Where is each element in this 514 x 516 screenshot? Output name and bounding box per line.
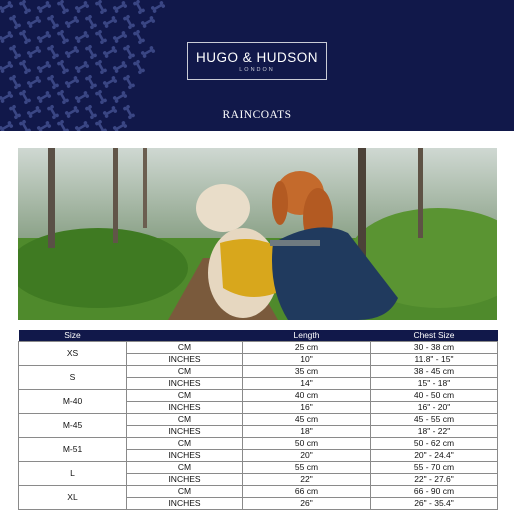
chest-inches: 15" - 18" xyxy=(371,378,498,390)
header-unit xyxy=(127,330,243,342)
size-chart-table xyxy=(18,330,498,510)
chest-cm: 30 - 38 cm xyxy=(371,342,498,354)
length-inches: 22" xyxy=(243,474,371,486)
unit-inches: INCHES xyxy=(127,426,243,438)
chest-cm: 50 - 62 cm xyxy=(371,438,498,450)
chest-cm: 66 - 90 cm xyxy=(371,486,498,498)
table-row xyxy=(19,486,498,498)
chest-cm: 55 - 70 cm xyxy=(371,462,498,474)
unit-cm: CM xyxy=(127,390,243,402)
unit-inches: INCHES xyxy=(127,354,243,366)
unit-cm: CM xyxy=(127,462,243,474)
size-label: M-45 xyxy=(19,414,127,438)
brand-logo[interactable] xyxy=(187,42,327,80)
unit-inches: INCHES xyxy=(127,402,243,414)
brand-location: LONDON xyxy=(239,67,275,73)
chest-inches: 26" - 35.4" xyxy=(371,498,498,510)
unit-cm: CM xyxy=(127,342,243,354)
table-row xyxy=(19,462,498,474)
chest-cm: 38 - 45 cm xyxy=(371,366,498,378)
unit-inches: INCHES xyxy=(127,474,243,486)
table-row xyxy=(19,414,498,426)
table-row xyxy=(19,342,498,354)
unit-inches: INCHES xyxy=(127,498,243,510)
length-inches: 26" xyxy=(243,498,371,510)
length-cm: 40 cm xyxy=(243,390,371,402)
length-cm: 45 cm xyxy=(243,414,371,426)
size-label: L xyxy=(19,462,127,486)
size-label: XS xyxy=(19,342,127,366)
length-cm: 35 cm xyxy=(243,366,371,378)
length-inches: 16" xyxy=(243,402,371,414)
length-cm: 50 cm xyxy=(243,438,371,450)
length-cm: 25 cm xyxy=(243,342,371,354)
chest-inches: 16" - 20" xyxy=(371,402,498,414)
size-label: S xyxy=(19,366,127,390)
header-size: Size xyxy=(19,330,127,342)
length-cm: 55 cm xyxy=(243,462,371,474)
chest-inches: 18" - 22" xyxy=(371,426,498,438)
header-chest-size: Chest Size xyxy=(371,330,498,342)
length-cm: 66 cm xyxy=(243,486,371,498)
page-title: RAINCOATS xyxy=(222,109,292,121)
length-inches: 10" xyxy=(243,354,371,366)
dogs-photo xyxy=(18,148,497,320)
length-inches: 20" xyxy=(243,450,371,462)
chest-inches: 22" - 27.6" xyxy=(371,474,498,486)
table-header-row xyxy=(19,330,498,342)
size-label: XL xyxy=(19,486,127,510)
unit-cm: CM xyxy=(127,486,243,498)
unit-inches: INCHES xyxy=(127,450,243,462)
table-row xyxy=(19,390,498,402)
unit-inches: INCHES xyxy=(127,378,243,390)
unit-cm: CM xyxy=(127,366,243,378)
chest-inches: 20" - 24.4" xyxy=(371,450,498,462)
length-inches: 18" xyxy=(243,426,371,438)
brand-name: HUGO & HUDSON xyxy=(195,50,318,65)
table-row xyxy=(19,366,498,378)
chest-cm: 40 - 50 cm xyxy=(371,390,498,402)
unit-cm: CM xyxy=(127,414,243,426)
chest-inches: 11.8" - 15" xyxy=(371,354,498,366)
size-label: M-51 xyxy=(19,438,127,462)
size-label: M-40 xyxy=(19,390,127,414)
length-inches: 14" xyxy=(243,378,371,390)
header-banner xyxy=(0,0,514,131)
unit-cm: CM xyxy=(127,438,243,450)
header-length: Length xyxy=(243,330,371,342)
chest-cm: 45 - 55 cm xyxy=(371,414,498,426)
table-row xyxy=(19,438,498,450)
